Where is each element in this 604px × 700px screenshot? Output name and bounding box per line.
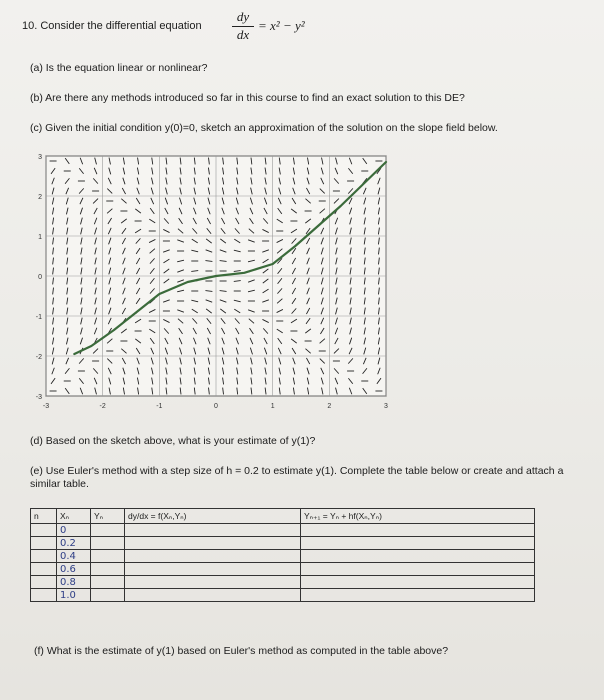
x-tick-label: 0 xyxy=(214,403,218,410)
cell-next xyxy=(301,550,535,563)
cell-next xyxy=(301,537,535,550)
cell-y xyxy=(91,589,125,602)
table-row xyxy=(31,589,535,602)
equation-numerator: dy xyxy=(232,9,254,27)
cell-x: 0.8 xyxy=(57,576,91,589)
part-c: (c) Given the initial condition y(0)=0, sketch an approximation of the solution on the slope field below. xyxy=(30,122,498,134)
equation-rhs: = x² − y² xyxy=(258,18,305,33)
table-row xyxy=(31,537,535,550)
x-tick-label: 2 xyxy=(327,403,332,410)
cell-y xyxy=(91,537,125,550)
header-xn: Xₙ xyxy=(57,509,91,524)
cell-x: 0.2 xyxy=(57,537,91,550)
cell-f xyxy=(125,563,301,576)
table-row xyxy=(31,576,535,589)
cell-y xyxy=(91,563,125,576)
cell-f xyxy=(125,576,301,589)
cell-y xyxy=(91,550,125,563)
cell-x: 0 xyxy=(57,524,91,537)
x-tick-label: -1 xyxy=(156,403,163,410)
part-f: (f) What is the estimate of y(1) based on Euler's method as computed in the table above? xyxy=(34,645,449,657)
header-slope: dy/dx = f(Xₙ,Yₙ) xyxy=(125,509,301,524)
cell-x: 0.4 xyxy=(57,550,91,563)
y-tick-label: 2 xyxy=(38,194,42,201)
y-tick-label: 1 xyxy=(38,234,42,241)
cell-x: 0.6 xyxy=(57,563,91,576)
header-next: Yₙ₊₁ = Yₙ + hf(Xₙ,Yₙ) xyxy=(301,509,535,524)
header-n: n xyxy=(31,509,57,524)
equation-denominator: dx xyxy=(236,27,250,42)
cell-f xyxy=(125,589,301,602)
cell-next xyxy=(301,589,535,602)
cell-f xyxy=(125,537,301,550)
euler-header-row xyxy=(31,509,535,524)
cell-next xyxy=(301,576,535,589)
y-tick-label: 0 xyxy=(38,274,42,281)
part-b: (b) Are there any methods introduced so far in this course to find an exact solution to this DE? xyxy=(30,92,465,104)
x-tick-label: 1 xyxy=(270,403,275,410)
part-a: (a) Is the equation linear or nonlinear? xyxy=(30,62,208,74)
y-tick-label: -3 xyxy=(35,394,42,401)
cell-n xyxy=(31,576,57,589)
header-yn: Yₙ xyxy=(91,509,125,524)
table-row xyxy=(31,524,535,537)
cell-n xyxy=(31,589,57,602)
table-row xyxy=(31,563,535,576)
cell-n xyxy=(31,524,57,537)
x-tick-label: -3 xyxy=(42,403,50,410)
cell-y xyxy=(91,524,125,537)
cell-f xyxy=(125,550,301,563)
cell-next xyxy=(301,524,535,537)
table-row xyxy=(31,550,535,563)
euler-table xyxy=(30,508,535,602)
cell-f xyxy=(125,524,301,537)
cell-n xyxy=(31,550,57,563)
question-title: 10. Consider the differential equation xyxy=(22,20,202,32)
cell-next xyxy=(301,563,535,576)
cell-x: 1.0 xyxy=(57,589,91,602)
x-tick-label: -2 xyxy=(99,403,106,410)
y-tick-label: 3 xyxy=(38,154,42,161)
cell-n xyxy=(31,537,57,550)
part-d: (d) Based on the sketch above, what is your estimate of y(1)? xyxy=(30,435,316,447)
part-e: (e) Use Euler's method with a step size of h = 0.2 to estimate y(1). Complete the table below or create and attach a similar table. xyxy=(30,465,564,490)
y-tick-label: -1 xyxy=(35,314,42,321)
slope-field xyxy=(28,148,398,418)
x-tick-label: 3 xyxy=(384,403,388,410)
equation-fraction xyxy=(232,9,254,43)
y-tick-label: -2 xyxy=(35,354,42,361)
cell-n xyxy=(31,563,57,576)
cell-y xyxy=(91,576,125,589)
